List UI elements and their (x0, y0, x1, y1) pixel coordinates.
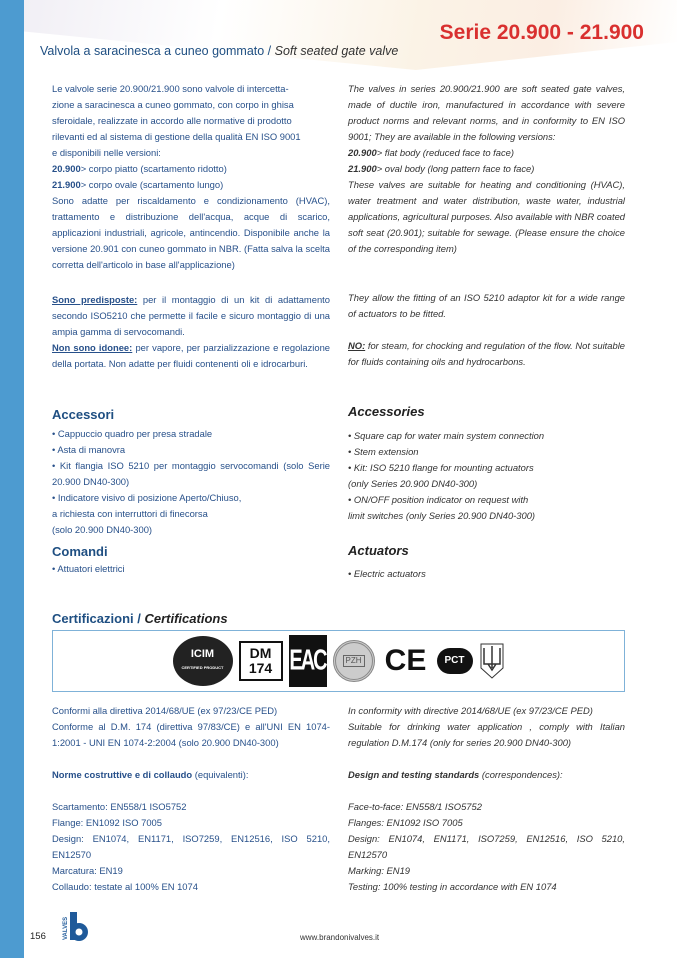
version-text: > corpo ovale (scartamento lungo) (80, 179, 224, 190)
list-item: • Square cap for water main system connection (348, 430, 545, 441)
list-item: Scartamento: EN558/1 ISO5752 (52, 801, 187, 812)
accessories-heading-it: Accessori (52, 407, 115, 422)
text: per vapore, per parzializzazione e regolazione della portata. Non adatte per fluidi contenenti oli e idrocarburi. (52, 342, 330, 369)
list-item: Flange: EN1092 ISO 7005 (52, 817, 162, 828)
list-item: Testing: 100% testing in accordance with EN 1074 (348, 881, 557, 892)
label: Norme costruttive e di collaudo (52, 769, 193, 780)
accessories-list-it (52, 426, 330, 538)
norms-heading-en (348, 767, 625, 783)
logo-text: ICIM (190, 648, 215, 660)
list-item: (solo 20.900 DN40-300) (52, 524, 153, 535)
text-line: Le valvole serie 20.900/21.900 sono valvole di intercetta- (52, 83, 289, 94)
certifications-logos (52, 630, 625, 692)
label: Design and testing standards (348, 769, 480, 780)
logo-text: EAC (289, 645, 326, 677)
prepared-text (52, 292, 330, 340)
label: Sono predisposte: (52, 294, 138, 305)
list-item: • Asta di manovra (52, 444, 126, 455)
fit-text: They allow the fitting of an ISO 5210 adaptor kit for a wide range of actuators to be fitted. (348, 292, 625, 319)
logo-text: DM (249, 645, 272, 661)
brandoni-logo (60, 910, 94, 949)
list-item: a richiesta con interruttori di finecorsa (52, 508, 208, 519)
norms-list-it (52, 799, 330, 895)
list-item: • Indicatore visivo di posizione Aperto/Chiuso, (52, 492, 242, 503)
version-text: > oval body (long pattern face to face) (376, 163, 535, 174)
version-code: 20.900 (52, 163, 81, 174)
subtitle-it: Valvola a saracinesca a cuneo gommato / (40, 44, 272, 58)
version-code: 21.900 (52, 179, 81, 190)
list-item: • ON/OFF position indicator on request with (348, 494, 529, 505)
text-line: Conformi alla direttiva 2014/68/UE (ex 97/23/CE PED) (52, 705, 278, 716)
website-url[interactable]: www.brandonivalves.it (300, 933, 380, 942)
list-item: Flanges: EN1092 ISO 7005 (348, 817, 463, 828)
list-item: • Stem extension (348, 446, 419, 457)
list-item: Collaudo: testate al 100% EN 1074 (52, 881, 198, 892)
logo-subtext: CERTIFIED PRODUCT (181, 665, 224, 670)
intro-text: The valves in series 20.900/21.900 are soft seated gate valves, made of ductile iron, manufactured in accordance with severe product norms and relevant norms, and in conformity to EN ISO 9001; They are available in the following versions: (348, 83, 625, 142)
text: (correspondences): (479, 769, 563, 780)
brand-text: VALVES (63, 916, 69, 940)
label: NO: (348, 340, 366, 351)
list-item: Marking: EN19 (348, 865, 411, 876)
text: for steam, for chocking and regulation of the flow. Not suitable for fluids containing oils and hydrocarbons. (348, 340, 625, 367)
logo-text: PZH (343, 655, 365, 667)
accessories-list-en (348, 428, 625, 524)
ce-logo (381, 644, 431, 677)
text-line: zione a saracinesca a cuneo gommato, con corpo in ghisa (52, 99, 294, 110)
ukraine-trident-icon (479, 642, 505, 680)
title-en: Certifications (144, 611, 228, 626)
norms-list-en (348, 799, 625, 895)
eac-logo (289, 635, 327, 687)
intro-it (52, 81, 330, 273)
certifications-heading (52, 611, 228, 627)
list-item: • Electric actuators (348, 568, 426, 579)
intro-en (348, 81, 625, 257)
text-line: e disponibili nelle versioni: (52, 147, 161, 158)
list-item: • Kit: ISO 5210 flange for mounting actuators (348, 462, 534, 473)
list-item: limit switches (only Series 20.900 DN40-300) (348, 510, 536, 521)
pzh-logo (333, 640, 375, 682)
controls-heading: Comandi (52, 544, 108, 559)
list-item: (only Series 20.900 DN40-300) (348, 478, 478, 489)
page-title: Serie 20.900 - 21.900 (439, 21, 644, 44)
version-2 (348, 161, 625, 177)
list-item: • Attuatori elettrici (52, 563, 125, 574)
logo-text: CE (384, 644, 427, 677)
text-line: Suitable for drinking water application , comply with Italian regulation D.M.174 (only for series 20.900 DN40-300) (348, 721, 625, 748)
page-subtitle (40, 43, 398, 59)
version-1 (348, 145, 625, 161)
text-line: sferoidale, realizzate in accordo alle normative di prodotto (52, 115, 292, 126)
dm174-logo (239, 641, 283, 681)
page-number: 156 (30, 931, 46, 942)
side-band (0, 0, 24, 958)
version-text: > corpo piatto (scartamento ridotto) (80, 163, 227, 174)
text-line: Conforme al D.M. 174 (direttiva 97/83/CE) e all'UNI EN 1074-1:2001 - UNI EN 1074-2:2004 (solo 20.900 DN40-300) (52, 721, 330, 748)
accessories-heading-en: Accessories (348, 404, 425, 419)
pct-logo (437, 648, 473, 674)
text-line: In conformity with directive 2014/68/UE (ex 97/23/CE PED) (348, 705, 593, 716)
version-1 (52, 161, 330, 177)
text-line: rilevanti ed al sistema di gestione della qualità EN ISO 9001 (52, 131, 301, 142)
unsuitable-text (52, 340, 330, 372)
list-item: Design: EN1074, EN1171, ISO7259, EN12516, ISO 5210, EN12570 (52, 833, 330, 860)
conformity-it (52, 703, 330, 751)
title-it: Certificazioni / (52, 611, 141, 626)
not-suitable-text (348, 338, 625, 370)
version-code: 20.900 (348, 147, 377, 158)
norms-heading-it (52, 767, 330, 783)
logo-text: 174 (248, 660, 273, 676)
logo-text: PCT (444, 655, 465, 666)
actuators-heading: Actuators (348, 543, 409, 558)
actuators-list (348, 566, 625, 582)
list-item: Design: EN1074, EN1171, ISO7259, EN12516, ISO 5210, EN12570 (348, 833, 625, 860)
conformity-en (348, 703, 625, 751)
list-item: Marcatura: EN19 (52, 865, 123, 876)
list-item: • Cappuccio quadro per presa stradale (52, 428, 213, 439)
applications-text: These valves are suitable for heating and conditioning (HVAC), water treatment and water distribution, waste water, industrial applications, agricultural purposes. Also available with NBR coated soft seat (20.901); suitable for sewage. (Please ensure the choice of the corresponding item) (348, 179, 625, 254)
version-2 (52, 177, 330, 193)
applications-text: Sono adatte per riscaldamento e condizionamento (HVAC), trattamento e distribuzione dell'acqua, acque di scarico, applicazioni industriali, agricole, antincendio. Disponibile anche la versione 20.901 con cuneo gommato in NBR. (Fatta salva la scelta corretta dell'articolo in base all'applicazione) (52, 195, 330, 270)
subtitle-en: Soft seated gate valve (274, 44, 399, 58)
list-item: • Kit flangia ISO 5210 per montaggio servocomandi (solo Serie 20.900 DN40-300) (52, 460, 330, 487)
version-text: > flat body (reduced face to face) (376, 147, 515, 158)
icim-logo (173, 636, 233, 686)
text: per il montaggio di un kit di adattamento secondo ISO5210 che permette il facile e sicuro montaggio di una ampia gamma di servocomandi. (52, 294, 330, 337)
version-code: 21.900 (348, 163, 377, 174)
text: (equivalenti): (192, 769, 249, 780)
list-item: Face-to-face: EN558/1 ISO5752 (348, 801, 482, 812)
controls-list (52, 561, 330, 577)
label: Non sono idonee: (52, 342, 133, 353)
